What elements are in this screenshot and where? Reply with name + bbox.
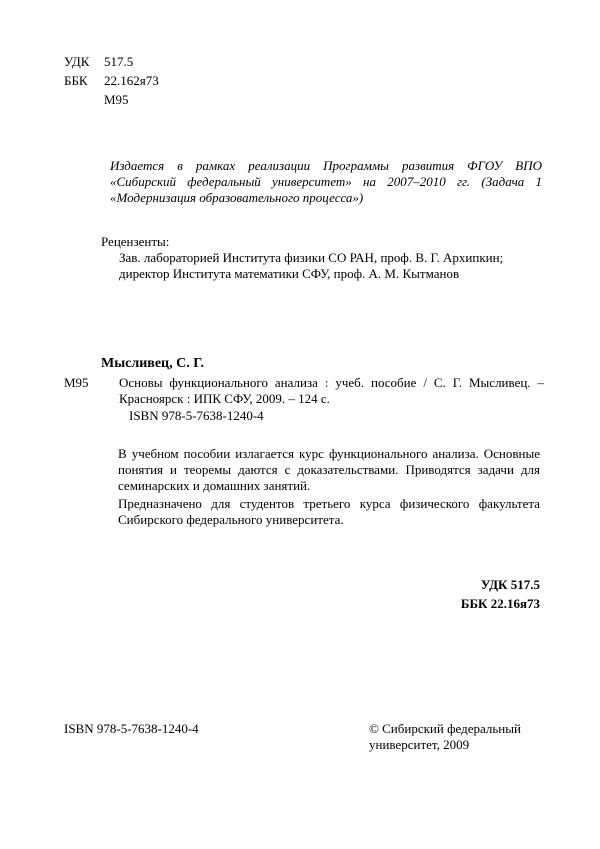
catalog-description-block: [119, 375, 544, 424]
bbk-label: ББК: [64, 73, 88, 88]
catalog-isbn: ISBN 978-5-7638-1240-4: [129, 408, 264, 423]
catalog-record: [64, 356, 544, 424]
bbk-row: [64, 73, 159, 92]
copyright-line-1: © Сибирский федеральный: [369, 721, 521, 736]
classification-block-top: [64, 54, 159, 111]
udk-bottom: УДК 517.5: [480, 577, 540, 592]
catalog-description: Основы функционального анализа : учеб. пособие / С. Г. Мысливец. – Красноярск : ИПК СФУ, 2009. – 124 с.: [119, 375, 544, 406]
udk-label: УДК: [64, 54, 90, 69]
reviewers-heading: Рецензенты:: [101, 234, 170, 249]
udk-row: [64, 54, 159, 73]
catalog-code: М95: [64, 375, 89, 390]
udk-value: 517.5: [104, 54, 134, 69]
copyright-line-2: университет, 2009: [369, 737, 470, 752]
reviewers-block: [101, 234, 551, 282]
catalog-main: [64, 375, 544, 424]
copyright: [369, 721, 569, 753]
annotation-paragraph-2: Предназначено для студентов третьего курса физического факультета Сибирского федерального университета.: [118, 496, 540, 527]
footer-isbn: ISBN 978-5-7638-1240-4: [64, 721, 199, 736]
reviewer-line-1: Зав. лабораторией Института физики СО РАН, проф. В. Г. Архипкин;: [119, 250, 504, 265]
annotation-paragraph-1: В учебном пособии излагается курс функционального анализа. Основные понятия и теоремы даются с доказательствами. Приводятся задачи для семинарских и домашних занятий.: [118, 446, 540, 493]
reviewer-line-2: директор Института математики СФУ, проф. А. М. Кытманов: [119, 266, 460, 281]
classification-block-bottom: [461, 577, 540, 615]
publication-note: Издается в рамках реализации Программы развития ФГОУ ВПО «Сибирский федеральный университет» на 2007–2010 гг. (Задача 1 «Модернизация образовательного процесса»): [110, 158, 542, 205]
catalog-author: Мысливец, С. Г.: [101, 356, 205, 371]
bbk-bottom: ББК 22.16я73: [460, 596, 540, 611]
bbk-value: 22.162я73: [104, 73, 159, 88]
annotation: [118, 446, 540, 528]
author-code: М95: [104, 92, 129, 107]
